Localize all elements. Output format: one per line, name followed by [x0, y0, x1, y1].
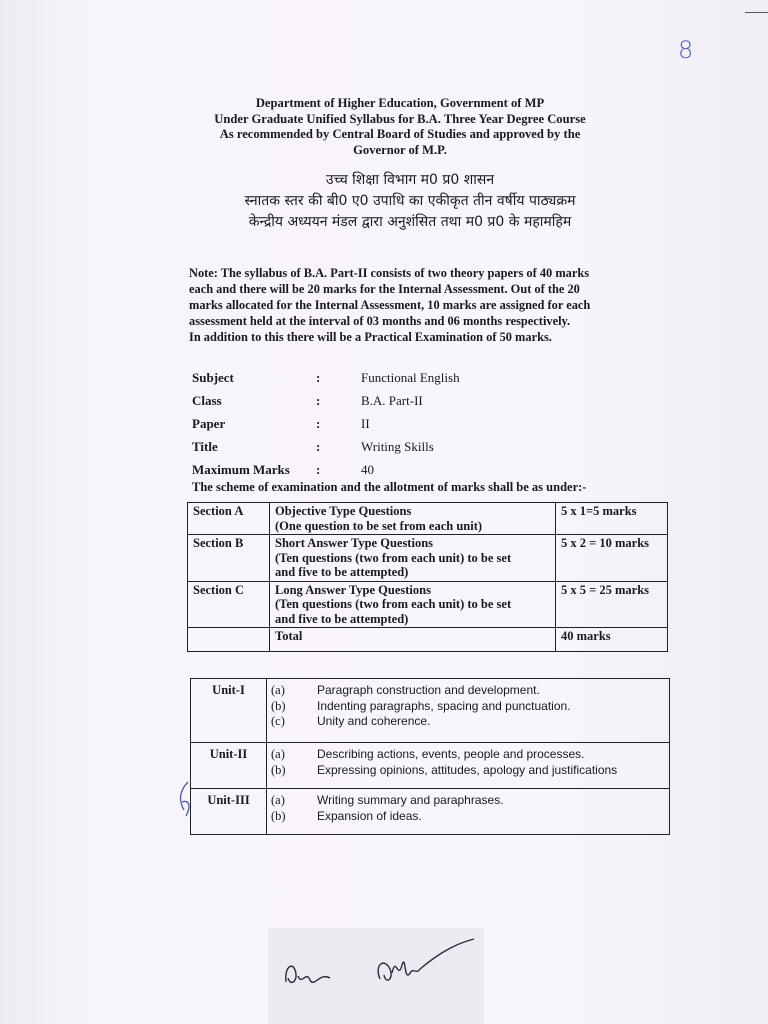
marks-cell: 5 x 5 = 25 marks	[556, 581, 668, 628]
description-line: (Ten questions (two from each unit) to be set	[275, 597, 512, 611]
info-value: Writing Skills	[361, 438, 434, 454]
header-line-2: Under Graduate Unified Syllabus for B.A. Three Year Degree Course	[214, 111, 586, 126]
note-line-3: marks allocated for the Internal Assessment, 10 marks are assigned for each	[189, 298, 591, 312]
unit-name: Unit-III	[191, 789, 267, 835]
marks-cell: 5 x 2 = 10 marks	[556, 535, 668, 582]
note-line-5: In addition to this there will be a Practical Examination of 50 marks.	[189, 330, 552, 344]
document-header	[180, 96, 620, 158]
item-letter: (a)	[271, 793, 285, 807]
table-row	[188, 535, 668, 582]
marks-table	[187, 502, 668, 652]
header-line-3: As recommended by Central Board of Studies and approved by the	[219, 127, 581, 142]
unit-name: Unit-I	[191, 679, 267, 743]
info-row-class	[192, 389, 652, 412]
info-value: B.A. Part-II	[361, 392, 423, 408]
info-value: II	[361, 415, 370, 431]
description-line: Objective Type Questions	[275, 504, 412, 518]
pen-mark	[174, 780, 198, 820]
page-number: 8	[678, 36, 694, 64]
item-letter: (b)	[271, 762, 286, 777]
item-text: Expressing opinions, attitudes, apology and justifications	[317, 762, 618, 777]
info-colon: :	[316, 415, 321, 431]
item-letter: (b)	[271, 698, 286, 713]
description-line: (One question to be set from each unit)	[275, 518, 483, 533]
unit-row	[191, 679, 670, 743]
item-letter: (a)	[271, 747, 285, 761]
edge-line	[745, 12, 768, 13]
section-cell: Section C	[188, 581, 270, 628]
note-line-1: Note: The syllabus of B.A. Part-II consists of two theory papers of 40 marks	[189, 266, 590, 280]
item-text: Expansion of ideas.	[317, 808, 422, 823]
hindi-line-1: उच्च शिक्षा विभाग म0 प्र0 शासन	[325, 172, 495, 188]
course-info	[192, 366, 652, 481]
note-line-4: assessment held at the interval of 03 months and 06 months respectively.	[189, 314, 571, 328]
section-cell-empty	[188, 628, 270, 652]
info-label: Class	[192, 392, 222, 408]
item-text: Writing summary and paraphrases.	[317, 793, 504, 807]
note-line-2: each and there will be 20 marks for the Internal Assessment. Out of the 20	[189, 282, 580, 296]
unit-item-texts	[309, 679, 670, 743]
units-table	[190, 678, 670, 835]
info-colon: :	[316, 369, 321, 385]
marks-cell: 5 x 1=5 marks	[556, 503, 668, 535]
item-letter: (a)	[271, 683, 285, 697]
item-text: Unity and coherence.	[317, 714, 431, 728]
signature-1	[280, 952, 336, 992]
info-value: 40	[361, 461, 374, 477]
info-row-paper	[192, 412, 652, 435]
unit-row	[191, 743, 670, 789]
unit-row	[191, 789, 670, 835]
description-line: and five to be attempted)	[275, 565, 409, 579]
info-label: Subject	[192, 369, 234, 385]
description-line: (Ten questions (two from each unit) to be set	[275, 550, 512, 565]
item-text: Describing actions, events, people and processes.	[317, 747, 585, 761]
description-cell	[270, 581, 556, 628]
info-colon: :	[316, 392, 321, 408]
description-cell	[270, 503, 556, 535]
hindi-line-3: केन्द्रीय अध्ययन मंडल द्वारा अनुशंसित तथा म0 प्र0 के महामहिम	[248, 214, 572, 230]
total-label: Total	[270, 628, 556, 652]
item-letter: (b)	[271, 808, 286, 823]
description-cell	[270, 535, 556, 582]
section-cell: Section A	[188, 503, 270, 535]
description-line: Short Answer Type Questions	[275, 536, 434, 550]
info-row-max-marks	[192, 458, 652, 481]
table-row-total	[188, 628, 668, 652]
info-value: Functional English	[361, 369, 460, 385]
unit-item-texts	[309, 789, 670, 835]
info-label: Maximum Marks	[192, 461, 290, 477]
table-row	[188, 581, 668, 628]
table-row	[188, 503, 668, 535]
header-line-1: Department of Higher Education, Government of MP	[255, 96, 545, 110]
info-colon: :	[316, 438, 321, 454]
description-line: and five to be attempted)	[275, 611, 409, 626]
hindi-line-2: स्नातक स्तर की बी0 ए0 उपाधि का एकीकृत तीन वर्षीय पाठ्यक्रम	[244, 193, 576, 209]
section-cell: Section B	[188, 535, 270, 582]
unit-item-letters	[267, 743, 310, 789]
info-colon: :	[316, 461, 321, 477]
info-label: Paper	[192, 415, 226, 431]
item-letter: (c)	[271, 714, 285, 728]
total-marks: 40 marks	[556, 628, 668, 652]
item-text: Paragraph construction and development.	[317, 683, 540, 697]
item-text: Indenting paragraphs, spacing and punctuation.	[317, 698, 571, 713]
hindi-header	[180, 170, 640, 233]
unit-item-texts	[309, 743, 670, 789]
info-row-title	[192, 435, 652, 458]
unit-name: Unit-II	[191, 743, 267, 789]
info-label: Title	[192, 438, 218, 454]
header-line-4: Governor of M.P.	[353, 142, 447, 157]
scheme-heading: The scheme of examination and the allotment of marks shall be as under:-	[192, 480, 587, 494]
syllabus-note	[189, 265, 659, 345]
unit-item-letters	[267, 789, 310, 835]
description-line: Long Answer Type Questions	[275, 582, 431, 597]
unit-item-letters	[267, 679, 310, 743]
info-row-subject	[192, 366, 652, 389]
signature-2	[370, 935, 480, 995]
